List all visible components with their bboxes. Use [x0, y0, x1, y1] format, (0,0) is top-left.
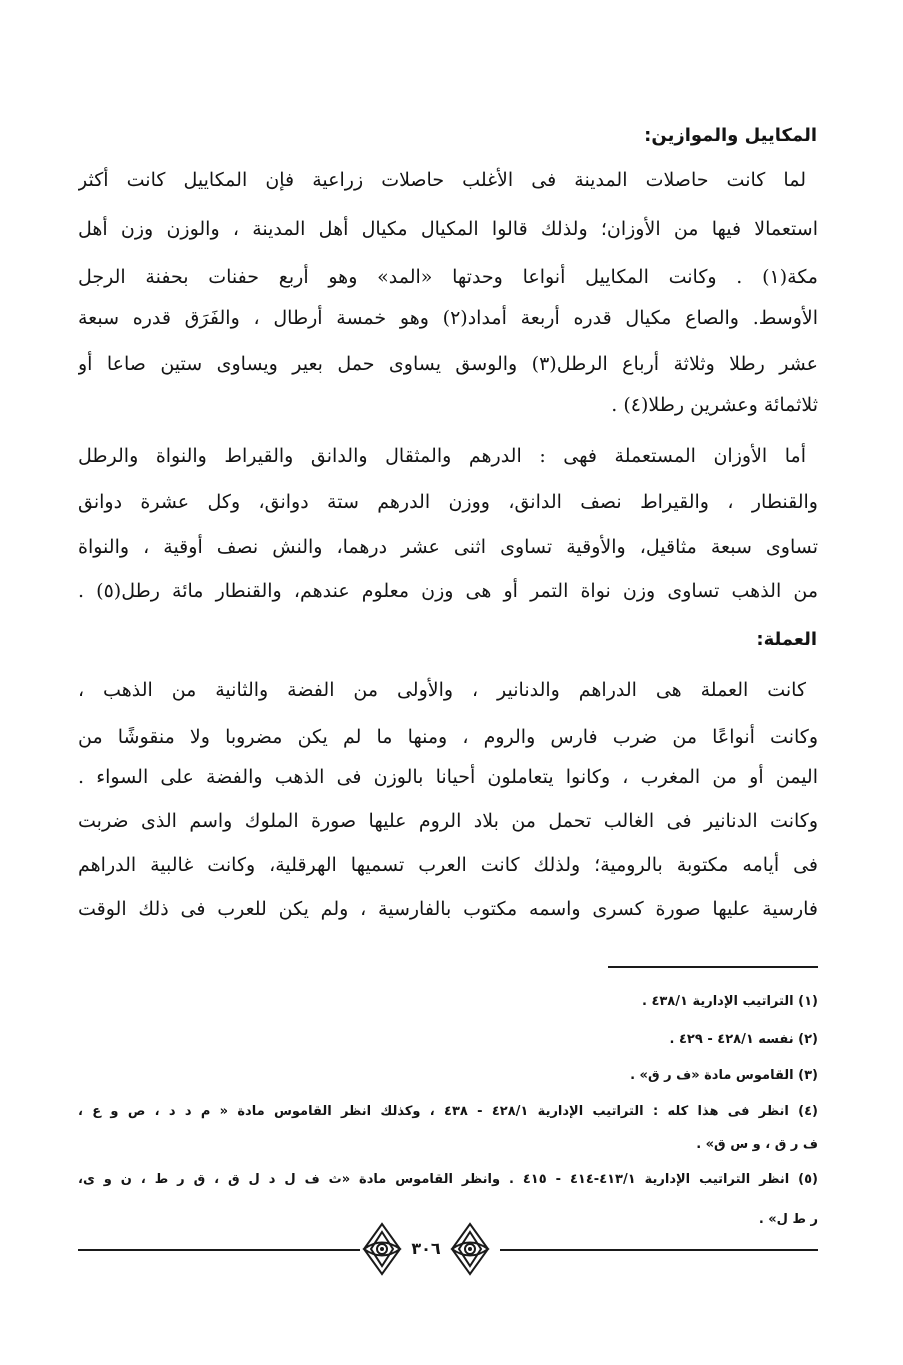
paragraph-line: مكة(١) . وكانت المكاييل أنواعا وحدتها «المد» وهو أربع حفنات بحفنة الرجل	[78, 266, 818, 288]
paragraph-line: والقنطار ، والقيراط نصف الدانق، ووزن الدرهم ستة دوانق، وكل عشرة دوانق	[78, 491, 818, 513]
paragraph-line: اليمن أو من المغرب ، وكانوا يتعاملون أحيانا بالوزن فى الذهب والفضة على السواء .	[78, 766, 818, 788]
paragraph-line: أما الأوزان المستعملة فهى : الدرهم والمثقال والدانق والقيراط والنواة والرطل	[78, 445, 806, 467]
footnote-separator	[608, 966, 818, 968]
section-heading-measures: المكاييل والموازين:	[644, 125, 817, 146]
paragraph-line: وكانت أنواعًا من ضرب فارس والروم ، ومنها ما لم يكن مضروبا ولا منقوشًا من	[78, 726, 818, 748]
paragraph-line: فارسية عليها صورة كسرى واسمه مكتوب بالفارسية ، ولم يكن للعرب فى ذلك الوقت	[78, 898, 818, 920]
paragraph-line: الأوسط. والصاع مكيال قدره أربعة أمداد(٢) وهو خمسة أرطال ، والفَرَق قدره سبعة	[78, 307, 818, 329]
section-heading-currency: العملة:	[756, 629, 817, 650]
footnote-continuation: ر ط ل» .	[758, 1212, 818, 1227]
page-number: ٣٠٦	[411, 1239, 441, 1258]
paragraph-line: لما كانت حاصلات المدينة فى الأغلب حاصلات زراعية فإن المكاييل كانت أكثر	[78, 169, 806, 191]
footnote: (٣) القاموس مادة «ف ر ق» .	[630, 1068, 818, 1083]
folio-ornament-right-icon	[448, 1222, 492, 1276]
paragraph-line: استعمالا فيها من الأوزان؛ ولذلك قالوا المكيال مكيال أهل المدينة ، والوزن وزن أهل	[78, 218, 818, 240]
paragraph-line: عشر رطلا وثلاثة أرباع الرطل(٣) والوسق يساوى حمل بعير ويساوى ستين صاعا أو	[78, 353, 818, 375]
footnote: (٢) نفسه ٤٢٨/١ - ٤٢٩ .	[669, 1032, 818, 1047]
footnote: (١) التراتيب الإدارية ٤٣٨/١ .	[641, 994, 818, 1009]
footnote: (٤) انظر فى هذا كله : التراتيب الإدارية ٤٢٨/١ - ٤٣٨ ، وكذلك انظر القاموس مادة « م د د ، ص و ع ،	[78, 1104, 818, 1119]
paragraph-line: فى أيامه مكتوبة بالرومية؛ ولذلك كانت العرب تسميها الهرقلية، وكانت غالبية الدراهم	[78, 854, 818, 876]
paragraph-line: وكانت الدنانير فى الغالب تحمل من بلاد الروم عليها صورة الملوك واسم الذى ضربت	[78, 810, 818, 832]
folio-ornament-left-icon	[360, 1222, 404, 1276]
footnote-continuation: ف ر ق ، و س ق» .	[696, 1137, 818, 1152]
paragraph-line: تساوى سبعة مثاقيل، والأوقية تساوى اثنى عشر درهما، والنش نصف أوقية ، والنواة	[78, 536, 818, 558]
paragraph-line: كانت العملة هى الدراهم والدنانير ، والأولى من الفضة والثانية من الذهب ،	[78, 679, 806, 701]
folio-rule-right	[500, 1249, 818, 1251]
footnote: (٥) انظر التراتيب الإدارية ٤١٣/١-٤١٤ - ٤١٥ . وانظر القاموس مادة «ث ف ل د ل ق ، ق ر ط ، ن و ى،	[78, 1172, 818, 1187]
paragraph-line: من الذهب تساوى وزن نواة التمر أو هى وزن معلوم عندهم، والقنطار مائة رطل(٥) .	[78, 580, 818, 602]
paragraph-line: ثلاثمائة وعشرين رطلا(٤) .	[611, 394, 818, 416]
folio-rule-left	[78, 1249, 360, 1251]
